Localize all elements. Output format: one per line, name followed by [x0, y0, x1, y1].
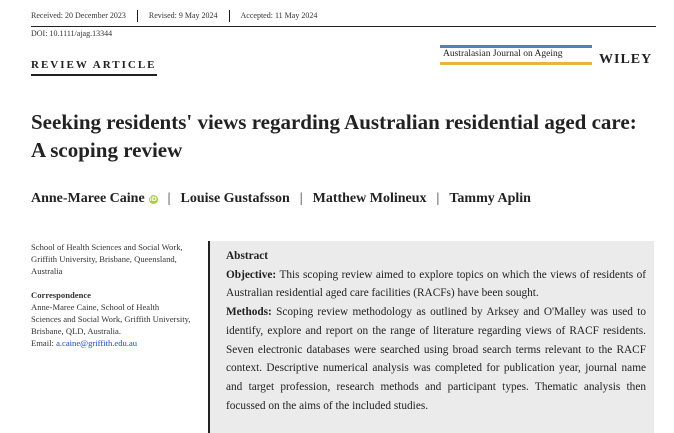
- email-line: [31, 337, 191, 349]
- publisher-logo: WILEY: [599, 52, 653, 67]
- affiliation: School of Health Sciences and Social Work, Griffith University, Brisbane, Queensland, Australia: [31, 242, 183, 277]
- author-name[interactable]: Louise Gustafsson: [180, 191, 290, 206]
- author-separator: |: [436, 191, 440, 206]
- correspondence-text: Anne-Maree Caine, School of Health Sciences and Social Work, Griffith University, Brisbane, QLD, Australia.: [31, 301, 191, 337]
- abstract-box: [208, 241, 654, 433]
- article-dates: [31, 9, 656, 27]
- sidebar: [31, 241, 191, 350]
- article-type-label: REVIEW ARTICLE: [31, 59, 157, 76]
- received-date: Received: 20 December 2023: [31, 11, 126, 20]
- email-link[interactable]: a.caine@griffith.edu.au: [56, 338, 138, 349]
- journal-name: Australasian Journal on Ageing: [443, 49, 563, 59]
- accepted-date: Accepted: 11 May 2024: [229, 10, 329, 22]
- author-separator: |: [167, 191, 171, 206]
- journal-bar-bottom: [440, 62, 592, 65]
- methods-label: Methods:: [226, 306, 272, 319]
- journal-logo: [440, 45, 592, 67]
- author-name[interactable]: Matthew Molineux: [312, 191, 427, 206]
- methods-text: Scoping review methodology as outlined by Arksey and O'Malley was used to identify, explore and report on the range of literature regarding views of RACF residents. Seven electronic databases were searched using broad search terms relevant to the RACF context. Descriptive numerical analysis was completed for publication year, journal name and target profession, research methods and participant types. Thematic analysis then focussed on the aims of the included studies.: [226, 306, 646, 412]
- abstract-heading: Abstract: [226, 250, 269, 262]
- correspondence-heading: Correspondence: [31, 289, 91, 300]
- email-label: Email:: [31, 338, 54, 349]
- orcid-icon[interactable]: iD: [149, 195, 157, 203]
- author-separator: |: [299, 191, 303, 206]
- objective-label: Objective:: [226, 268, 277, 281]
- author-name[interactable]: Tammy Aplin: [449, 191, 531, 206]
- objective-text: This scoping review aimed to explore topics on which the views of residents of Australian residential aged care facilities (RACFs) have been sought.: [226, 268, 646, 300]
- abstract-objective: [226, 266, 646, 303]
- abstract-methods: [226, 303, 646, 415]
- author-name[interactable]: Anne-Maree Caine: [31, 191, 145, 206]
- author-list: [31, 191, 531, 207]
- journal-bar-top: [440, 45, 592, 48]
- doi-link[interactable]: DOI: 10.1111/ajag.13344: [31, 29, 113, 38]
- article-title: Seeking residents' views regarding Australian residential aged care: A scoping review: [31, 110, 637, 162]
- revised-date: Revised: 9 May 2024: [137, 10, 229, 22]
